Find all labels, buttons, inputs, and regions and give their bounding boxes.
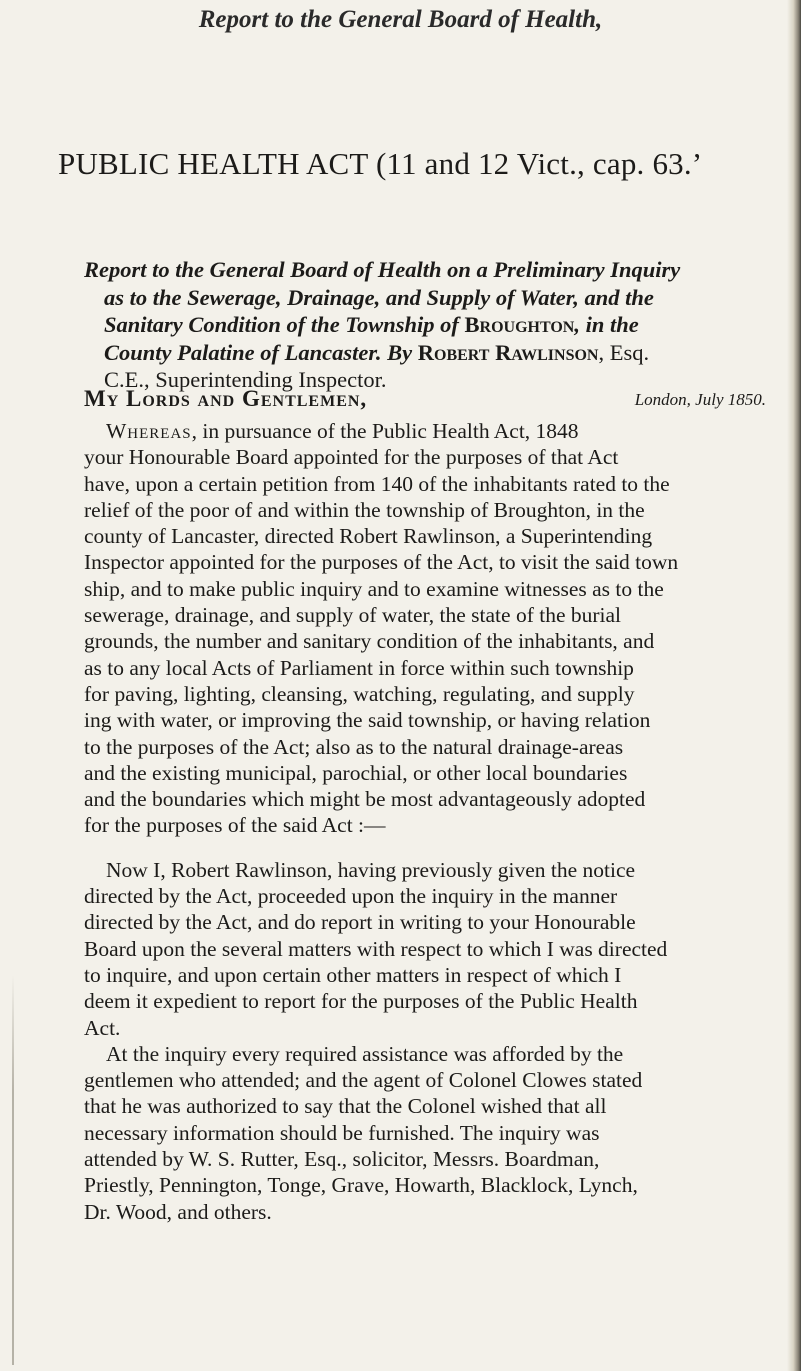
report-body [84, 418, 800, 1225]
paragraph-line: to the purposes of the Act; also as to the natural drainage-areas [84, 734, 624, 759]
report-title-line: C.E., Superintending Inspector. [104, 367, 387, 392]
paragraph-line: Whereas, in pursuance of the Public Health Act, 1848 [106, 419, 579, 443]
report-title-line: County Palatine of Lancaster. By Robert Rawlinson, Esq. [104, 339, 650, 365]
dateline: London, July 1850. [634, 390, 766, 409]
paragraph-line: directed by the Act, and do report in writing to your Honourable [84, 910, 636, 935]
paragraph-line: ship, and to make public inquiry and to examine witnesses as to the [84, 576, 664, 601]
paragraph-line: and the existing municipal, parochial, or other local boundaries [84, 760, 628, 785]
paragraph-line: to inquire, and upon certain other matters in respect of which I [84, 962, 622, 987]
paragraph-line: and the boundaries which might be most advantageously adopted [84, 787, 646, 812]
township-name: Broughton [464, 312, 575, 337]
paragraph-line: relief of the poor of and within the township of Broughton, in the [84, 497, 645, 522]
paragraph-line: Inspector appointed for the purposes of the Act, to visit the said town [84, 550, 679, 575]
paragraph-line: At the inquiry every required assistance was afforded by the [106, 1041, 624, 1066]
paragraph-line: sewerage, drainage, and supply of water, the state of the burial [84, 603, 622, 628]
paragraph-line: Now I, Robert Rawlinson, having previously given the notice [106, 857, 636, 882]
paragraph-line: directed by the Act, proceeded upon the inquiry in the manner [84, 884, 618, 909]
paragraph-line: Board upon the several matters with respect to which I was directed [84, 936, 668, 961]
paragraph-line: for the purposes of the said Act :— [84, 813, 386, 838]
salutation-text: My Lords and Gentlemen, [84, 386, 368, 411]
act-title: PUBLIC HEALTH ACT (11 and 12 Vict., cap. 63.’ [58, 146, 703, 181]
paragraph-line: deem it expedient to report for the purposes of the Public Health [84, 989, 638, 1014]
author-name: Robert Rawlinson [417, 339, 599, 365]
paragraph-line: Priestly, Pennington, Tonge, Grave, Howarth, Blacklock, Lynch, [84, 1173, 638, 1198]
paragraph-line: that he was authorized to say that the Colonel wished that all [84, 1094, 607, 1119]
paragraph-line: ing with water, or improving the said township, or having relation [84, 708, 651, 733]
paragraph-line: county of Lancaster, directed Robert Rawlinson, a Superintending [84, 524, 653, 549]
whereas-lead: Whereas [106, 419, 192, 443]
paragraph-line: gentlemen who attended; and the agent of Colonel Clowes stated [84, 1068, 643, 1093]
report-title-line: as to the Sewerage, Drainage, and Supply of Water, and the [104, 284, 654, 310]
running-head: Report to the General Board of Health, [198, 6, 603, 33]
page-edge-line [12, 975, 14, 1365]
paragraph-line: have, upon a certain petition from 140 of the inhabitants rated to the [84, 471, 670, 496]
paragraph-line: as to any local Acts of Parliament in force within such township [84, 655, 634, 680]
salutation [84, 386, 796, 416]
report-title-line: Sanitary Condition of the Township of Broughton, in the [104, 312, 639, 337]
report-title [84, 256, 796, 394]
paragraph-line: Dr. Wood, and others. [84, 1199, 272, 1224]
paragraph-line: necessary information should be furnished. The inquiry was [84, 1120, 600, 1145]
paragraph-line: Act. [84, 1015, 121, 1040]
paragraph-line: attended by W. S. Rutter, Esq., solicitor, Messrs. Boardman, [84, 1147, 600, 1172]
paragraph-line: your Honourable Board appointed for the purposes of that Act [84, 445, 619, 470]
report-title-line: Report to the General Board of Health on a Preliminary Inquiry [84, 257, 681, 282]
paragraph-gap [84, 839, 800, 857]
paragraph-line: grounds, the number and sanitary condition of the inhabitants, and [84, 629, 655, 654]
paragraph-line: for paving, lighting, cleansing, watching, regulating, and supply [84, 681, 635, 706]
